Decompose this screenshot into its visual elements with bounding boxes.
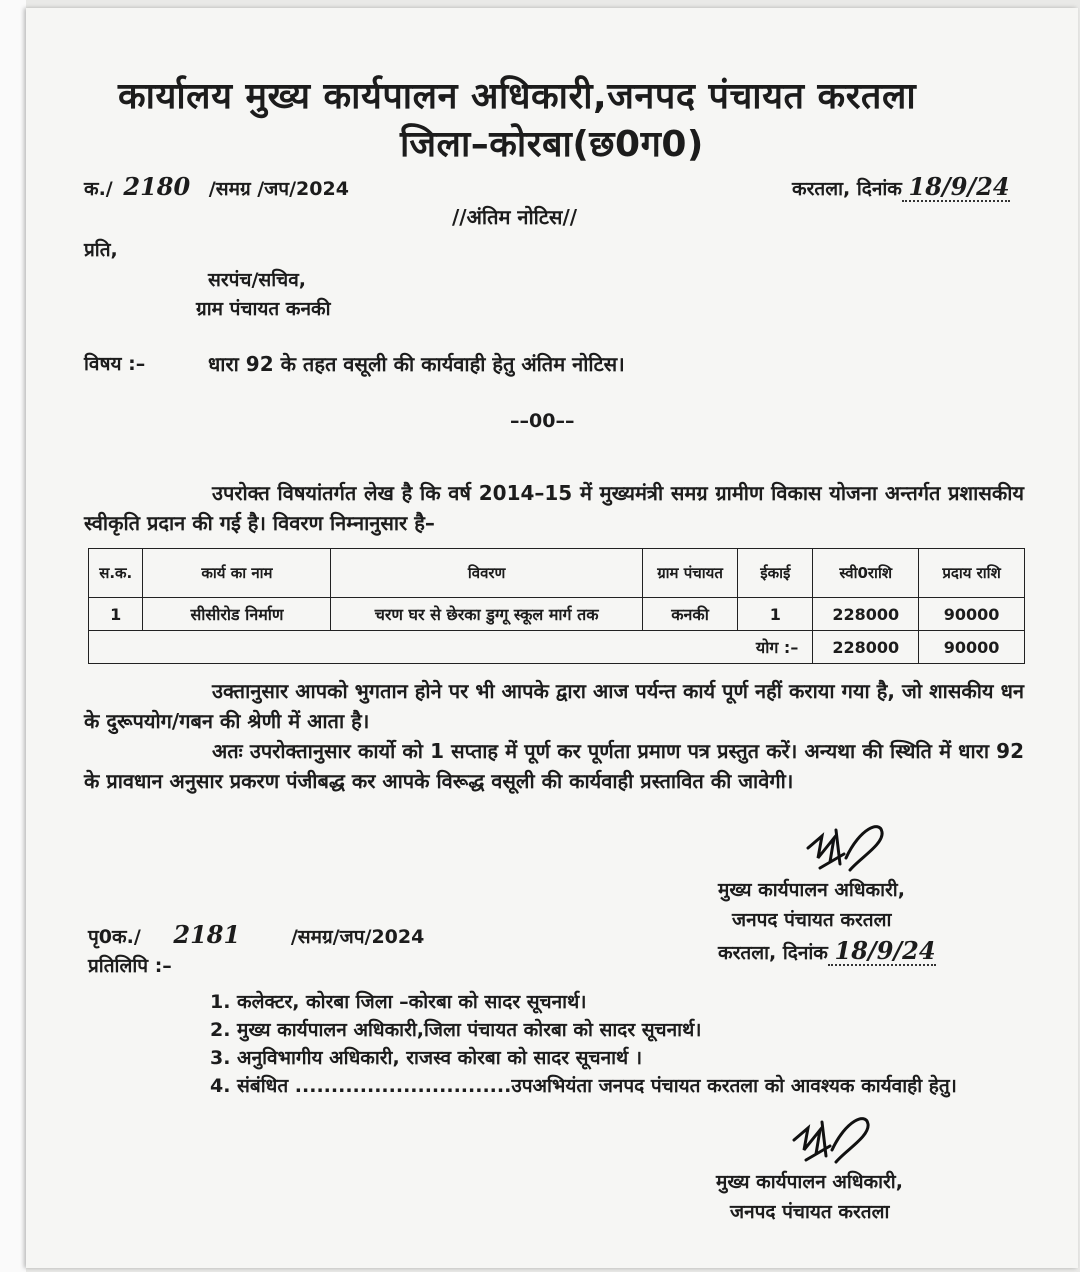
separator: ––00–– [510, 410, 575, 432]
col-unit: ईकाई [738, 549, 813, 598]
paragraph-3 [84, 736, 1024, 796]
col-sanctioned: स्वी0राशि [813, 549, 919, 598]
copy-suffix: /समग्र/जप/2024 [290, 926, 425, 948]
total-sanctioned: 228000 [813, 631, 919, 664]
ref-prefix: क./ [84, 178, 113, 200]
signature-mark-2 [786, 1108, 896, 1168]
to-label: प्रति, [84, 239, 118, 261]
paragraph-1 [84, 478, 1024, 538]
col-panchayat: ग्राम पंचायत [642, 549, 738, 598]
total-label: योग :– [89, 631, 813, 664]
total-released: 90000 [919, 631, 1025, 664]
col-serial: स.क. [89, 549, 143, 598]
signature1-designation: मुख्य कार्यपालन अधिकारी, [718, 879, 905, 901]
paragraph-2 [84, 676, 1024, 736]
table-total-row [89, 631, 1025, 664]
copy-prefix: पृ0क./ [88, 926, 141, 948]
signature-mark-1 [800, 818, 910, 878]
signature2-designation: मुख्य कार्यपालन अधिकारी, [716, 1171, 903, 1193]
signature1-place-date-label: करतला, दिनांक [718, 942, 828, 964]
copy-item-1: 1. कलेक्टर, कोरबा जिला –कोरबा को सादर सूचनार्थ। [210, 991, 587, 1013]
cell-unit: 1 [738, 598, 813, 631]
cell-sanctioned: 228000 [813, 598, 919, 631]
copy-number: 2181 [173, 920, 241, 949]
cell-released: 90000 [919, 598, 1025, 631]
to-line2: ग्राम पंचायत कनकी [196, 298, 331, 320]
works-table [88, 548, 1025, 664]
signature1-office: जनपद पंचायत करतला [732, 909, 892, 931]
ref-number: 2180 [123, 172, 191, 201]
copy-item-3: 3. अनुविभागीय अधिकारी, राजस्व कोरबा को सादर सूचनार्थ । [210, 1047, 643, 1069]
cell-details: चरण घर से छेरका डुग्गू स्कूल मार्ग तक [331, 598, 642, 631]
ref-place-date-label: करतला, दिनांक [792, 178, 902, 200]
table-header-row [89, 549, 1025, 598]
ref-suffix: /समग्र /जप/2024 [208, 178, 349, 200]
cell-work-name: सीसीरोड निर्माण [143, 598, 331, 631]
paragraph-2-text: उक्तानुसार आपको भुगतान होने पर भी आपके द्वारा आज पर्यन्त कार्य पूर्ण नहीं कराया गया है, जो शासकीय धन के दुरूपयोग/गबन की श्रेणी में आता है। [84, 679, 1024, 733]
col-released: प्रदाय राशि [919, 549, 1025, 598]
copy-item-2: 2. मुख्य कार्यपालन अधिकारी,जिला पंचायत कोरबा को सादर सूचनार्थ। [210, 1019, 702, 1041]
signature1-date: 18/9/24 [834, 936, 936, 965]
ref-date-block [792, 172, 1010, 201]
ref-line [84, 172, 349, 201]
cell-serial: 1 [89, 598, 143, 631]
col-details: विवरण [331, 549, 642, 598]
office-title: कार्यालय मुख्य कार्यपालन अधिकारी,जनपद पंचायत करतला [118, 76, 917, 117]
scan-edge [0, 0, 26, 1272]
ref-date: 18/9/24 [908, 172, 1010, 201]
paragraph-1-text: उपरोक्त विषयांतर्गत लेख है कि वर्ष 2014–15 में मुख्यमंत्री समग्र ग्रामीण विकास योजना अन्तर्गत प्रशासकीय स्वीकृति प्रदान की गई है। विवरण निम्नानुसार है– [84, 481, 1024, 535]
col-work-name: कार्य का नाम [143, 549, 331, 598]
district-title: जिला–कोरबा(छ0ग0) [400, 124, 704, 165]
subject-text: धारा 92 के तहत वसूली की कार्यवाही हेतु अंतिम नोटिस। [208, 352, 625, 376]
copy-item-4: 4. संबंधित ..............................उपअभियंता जनपद पंचायत करतला को आवश्यक कार्यवाही हेतु। [210, 1075, 957, 1097]
subject-label: विषय :– [84, 353, 146, 375]
copy-ref-line [88, 920, 424, 949]
table-row [89, 598, 1025, 631]
cell-panchayat: कनकी [642, 598, 738, 631]
copy-label: प्रतिलिपि :– [88, 955, 172, 977]
notice-title: //अंतिम नोटिस// [452, 205, 578, 229]
signature1-date-block [718, 936, 936, 965]
paragraph-3-text: अतः उपरोक्तानुसार कार्यो को 1 सप्ताह में पूर्ण कर पूर्णता प्रमाण पत्र प्रस्तुत करें। अन्यथा की स्थिति में धारा 92 के प्रावधान अनुसार प्रकरण पंजीबद्ध कर आपके विरूद्ध वसूली की कार्यवाही प्रस्तावित की जावेगी। [84, 739, 1024, 793]
to-line1: सरपंच/सचिव, [208, 269, 307, 291]
signature2-office: जनपद पंचायत करतला [730, 1201, 890, 1223]
